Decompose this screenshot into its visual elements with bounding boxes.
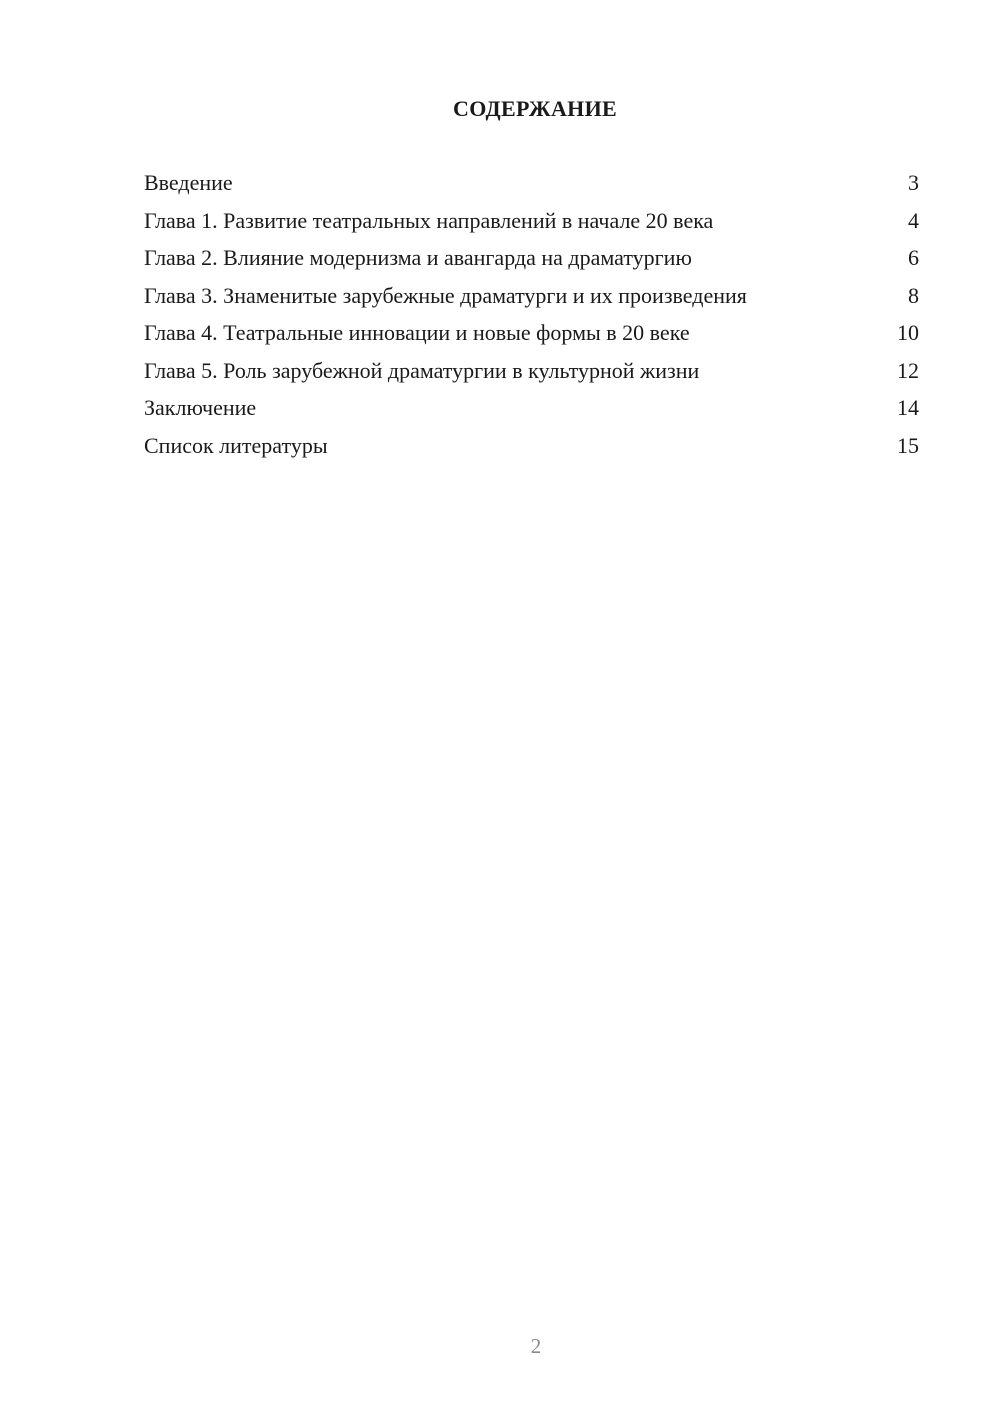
toc-entry-page: 4 bbox=[908, 207, 919, 233]
toc-entry-page: 8 bbox=[908, 282, 919, 308]
toc-entry bbox=[144, 433, 919, 459]
toc-entry-page: 12 bbox=[897, 357, 919, 383]
toc-entry-page: 15 bbox=[897, 432, 919, 458]
toc-entry-page: 14 bbox=[897, 395, 919, 420]
toc-entry-label: Введение bbox=[144, 170, 233, 195]
toc-entry-label: Заключение bbox=[144, 395, 257, 420]
toc-entry bbox=[144, 395, 919, 421]
toc-entry-label: Глава 4. Театральные инновации и новые формы в 20 веке bbox=[144, 320, 690, 345]
toc-entry bbox=[144, 170, 919, 196]
page-number: 2 bbox=[530, 1334, 542, 1358]
table-of-contents bbox=[144, 170, 919, 470]
toc-entry bbox=[144, 358, 919, 384]
toc-entry-label: Список литературы bbox=[144, 432, 328, 458]
toc-entry-label: Глава 1. Развитие театральных направлений в начале 20 века bbox=[144, 207, 714, 233]
toc-entry-page: 6 bbox=[908, 245, 919, 270]
toc-entry-label: Глава 3. Знаменитые зарубежные драматурги и их произведения bbox=[144, 282, 747, 308]
toc-entry-page: 10 bbox=[897, 320, 919, 345]
toc-entry bbox=[144, 208, 919, 234]
page-title: СОДЕРЖАНИЕ bbox=[453, 96, 617, 121]
toc-entry bbox=[144, 320, 919, 346]
toc-entry bbox=[144, 283, 919, 309]
toc-entry-label: Глава 5. Роль зарубежной драматургии в культурной жизни bbox=[144, 357, 700, 383]
toc-entry bbox=[144, 245, 919, 271]
toc-entry-label: Глава 2. Влияние модернизма и авангарда на драматургию bbox=[144, 245, 692, 270]
toc-entry-page: 3 bbox=[908, 170, 919, 195]
